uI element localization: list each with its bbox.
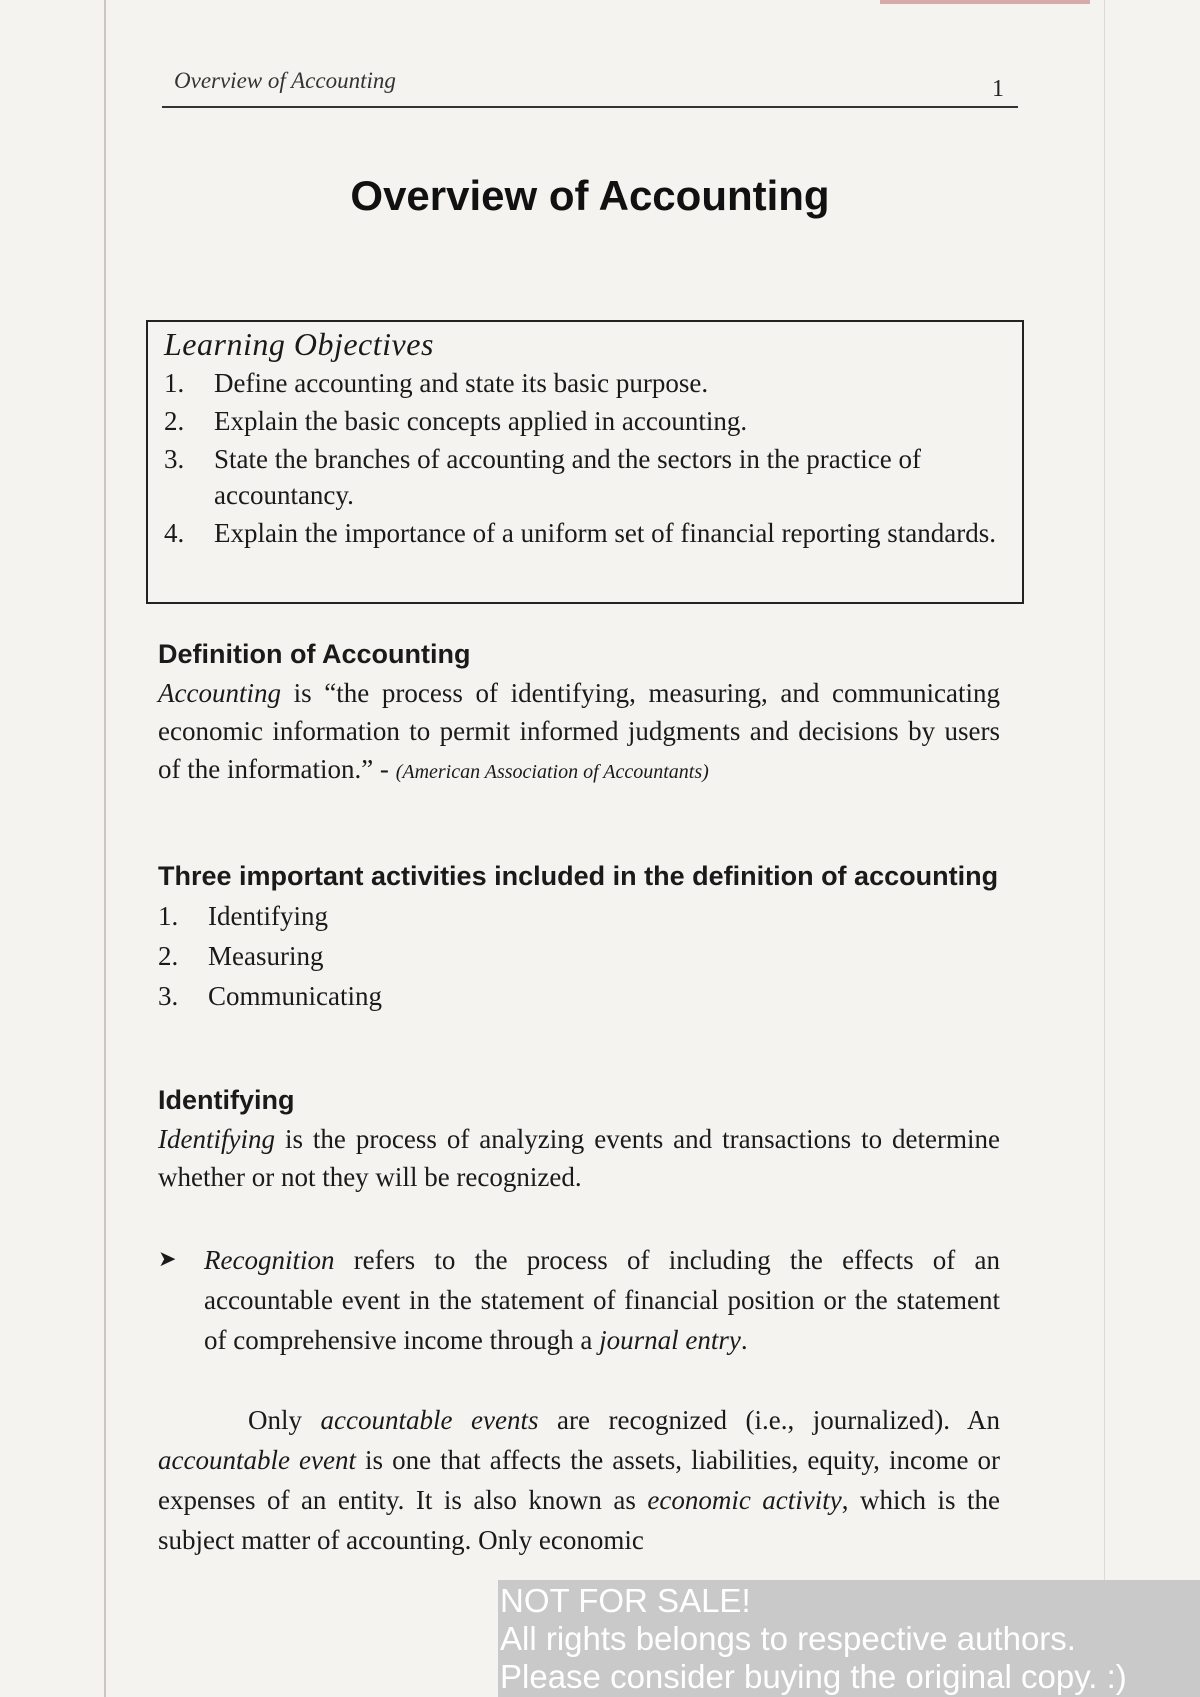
definition-citation: (American Association of Accountants): [395, 761, 709, 783]
learning-objectives-box: [146, 320, 1024, 604]
activity-text: Identifying: [208, 901, 328, 931]
chapter-title: Overview of Accounting: [350, 172, 830, 219]
ae-term3: economic activity: [647, 1485, 842, 1515]
objective-text: Explain the basic concepts applied in accounting.: [214, 406, 748, 436]
objective-number: 1.: [164, 368, 185, 398]
recognition-end: .: [740, 1325, 748, 1355]
ae-part3: is one that affects the assets, liabilities, equity, income or expenses of an entity. It is also known as: [158, 1445, 1000, 1515]
top-edge-mark: [880, 0, 1090, 4]
activity-number: 3.: [158, 981, 179, 1011]
objective-number: 2.: [164, 406, 185, 436]
journal-entry-term: journal entry: [599, 1325, 741, 1355]
activities-section: [158, 860, 1000, 1016]
ae-term1: accountable events: [320, 1405, 539, 1435]
arrow-bullet-icon: ➤: [158, 1247, 177, 1272]
objective-item: [164, 365, 1006, 401]
activities-heading: Three important activities included in the definition of accounting: [158, 861, 999, 891]
objective-item: [164, 441, 1006, 513]
recognition-bullet: [158, 1240, 1000, 1360]
identifying-heading: Identifying: [158, 1085, 295, 1115]
recognition-bullet-row: [158, 1240, 1000, 1360]
objective-number: 4.: [164, 518, 185, 548]
identifying-term: Identifying: [158, 1124, 275, 1154]
identifying-paragraph: [158, 1120, 1000, 1196]
page-number: 1: [992, 76, 1004, 102]
definition-heading: Definition of Accounting: [158, 639, 471, 669]
ae-part2: are recognized (i.e., journalized). An: [538, 1405, 1001, 1435]
watermark-line-3: Please consider buying the original copy. :): [500, 1658, 1127, 1695]
activity-number: 2.: [158, 941, 179, 971]
objective-text: Define accounting and state its basic purpose.: [214, 368, 709, 398]
page-edge-right: [1104, 0, 1105, 1697]
identifying-section: [158, 1084, 1000, 1196]
activity-text: Measuring: [208, 941, 324, 971]
accountable-events-paragraph: [158, 1400, 1000, 1560]
running-title: Overview of Accounting: [174, 68, 396, 93]
ae-term2: accountable event: [158, 1445, 356, 1475]
ae-part4: , which is the subject matter of accounting. Only economic: [158, 1485, 1000, 1555]
definition-paragraph: [158, 674, 1000, 791]
recognition-body: refers to the process of including the effects of an accountable event in the statement of financial position or the statement of comprehensive income through a: [204, 1245, 1000, 1355]
running-header: [162, 66, 1018, 108]
activity-item: [158, 896, 1000, 936]
watermark-line-2: All rights belongs to respective authors.: [500, 1620, 1076, 1657]
definition-body: is “the process of identifying, measuring, and communicating economic information to permit informed judgments and decisions by users of the information.” -: [158, 678, 1000, 784]
definition-section: [158, 638, 1000, 791]
watermark-banner: [498, 1580, 1200, 1697]
learning-objectives-list: [164, 365, 1006, 551]
ae-part1: Only: [248, 1405, 321, 1435]
objective-number: 3.: [164, 444, 185, 474]
objective-text: State the branches of accounting and the sectors in the practice of accountancy.: [214, 444, 921, 510]
activity-item: [158, 936, 1000, 976]
identifying-body: is the process of analyzing events and transactions to determine whether or not they will be recognized.: [158, 1124, 1000, 1192]
page-edge-left: [104, 0, 106, 1697]
recognition-text: [204, 1240, 1000, 1360]
activity-number: 1.: [158, 901, 179, 931]
watermark-line-1: NOT FOR SALE!: [500, 1582, 751, 1619]
objective-item: [164, 403, 1006, 439]
activity-text: Communicating: [208, 981, 382, 1011]
accountable-events-section: [158, 1400, 1000, 1560]
objective-item: [164, 515, 1006, 551]
activities-list: [158, 896, 1000, 1016]
learning-objectives-title: Learning Objectives: [164, 326, 434, 362]
objective-text: Explain the importance of a uniform set of financial reporting standards.: [214, 518, 996, 548]
definition-term: Accounting: [158, 678, 281, 708]
recognition-term: Recognition: [204, 1245, 335, 1275]
activity-item: [158, 976, 1000, 1016]
